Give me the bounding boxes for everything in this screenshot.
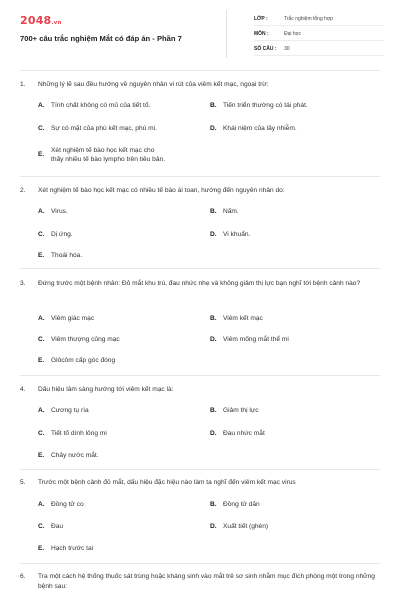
option-text: Cương tụ rìa [51, 407, 89, 414]
question-text: Dấu hiệu lâm sàng hướng tới viêm kết mạc là: [38, 386, 174, 393]
option-text: Dị ứng. [51, 231, 73, 238]
option-text: Xuất tiết (ghèn) [223, 523, 269, 530]
option-text: Xét nghiệm tế bào học kết mạc cho thấy nhiều tế bào lympho trên tiêu bản. [51, 147, 166, 163]
question-separator [20, 268, 380, 269]
option-a[interactable] [38, 102, 203, 111]
option-a[interactable] [38, 501, 203, 510]
question-separator [20, 375, 380, 376]
option-c[interactable] [38, 231, 203, 240]
question-text: Xét nghiệm tế bào học kết mạc có nhiều tế bào ái toan, hướng đến nguyên nhân do: [38, 187, 285, 194]
question-1 [20, 80, 380, 180]
option-letter: D. [210, 231, 217, 238]
option-e[interactable] [38, 452, 203, 461]
option-letter: B. [210, 102, 217, 109]
option-text: Virus. [51, 208, 68, 215]
option-d[interactable] [210, 336, 375, 345]
meta-class-key: LỚP : [254, 16, 268, 22]
option-letter: B. [210, 501, 217, 508]
option-text: Giảm thị lực [223, 407, 259, 414]
question-number: 2. [20, 187, 26, 194]
option-text: Khái niệm của lây nhiễm. [223, 125, 297, 132]
logo-tld-text: .vn [51, 20, 62, 26]
option-a[interactable] [38, 407, 203, 416]
question-number: 4. [20, 386, 26, 393]
option-e[interactable] [38, 545, 203, 554]
option-letter: E. [38, 151, 45, 158]
option-letter: B. [210, 407, 217, 414]
option-letter: A. [38, 407, 45, 414]
option-e[interactable] [38, 147, 166, 164]
meta-subject-key: MÔN : [254, 31, 269, 37]
option-e[interactable] [38, 252, 203, 261]
meta-class-row [254, 13, 384, 26]
meta-subject-value: Đại học [284, 31, 301, 37]
option-c[interactable] [38, 336, 203, 345]
question-text: Trước một bệnh cảnh đỏ mắt, dấu hiệu đặc hiệu nào làm ta nghĩ đến viêm kết mạc virus [38, 479, 296, 486]
option-text: Đồng tử dãn [223, 501, 260, 508]
question-stem [20, 478, 380, 488]
option-letter: E. [38, 452, 45, 459]
option-letter: E. [38, 252, 45, 259]
question-stem [20, 279, 380, 289]
option-text: Sự có mặt của phù kết mạc, phù mi. [51, 125, 157, 132]
option-d[interactable] [210, 125, 375, 134]
header-rule [20, 70, 380, 71]
option-b[interactable] [210, 501, 375, 510]
option-text: Viêm kết mạc [223, 315, 263, 322]
option-d[interactable] [210, 523, 375, 532]
question-text: Đứng trước một bệnh nhân: Đỏ mắt khu trú, đau nhức nhẹ và không giảm thị lực bạn nghĩ tới bệnh cảnh nào? [38, 280, 361, 287]
option-letter: E. [38, 357, 45, 364]
option-e[interactable] [38, 357, 203, 366]
option-text: Đồng tử co [51, 501, 84, 508]
option-a[interactable] [38, 208, 203, 217]
question-5 [20, 478, 380, 558]
option-text: Đau [51, 523, 64, 530]
meta-row-rule [254, 40, 384, 41]
option-text: Tiết tố dính lông mi [51, 430, 107, 437]
site-logo[interactable] [20, 14, 62, 27]
option-text: Đau nhức mắt [223, 430, 265, 437]
question-3 [20, 279, 380, 369]
option-d[interactable] [210, 430, 375, 439]
question-4 [20, 385, 380, 465]
question-number: 6. [20, 573, 26, 580]
question-separator [20, 176, 380, 177]
option-text: Hạch trước tai [51, 545, 94, 552]
question-text: Tra một cách hệ thống thuốc sát trùng hoặc kháng sinh vào mắt trẻ sơ sinh nhằm mục đích phòng một trong những bệnh sau: [38, 573, 375, 590]
question-separator [20, 469, 380, 470]
logo-main-text: 2048 [20, 14, 52, 27]
option-letter: B. [210, 315, 217, 322]
option-letter: E. [38, 545, 45, 552]
question-stem [20, 572, 380, 591]
option-text: Tiến triển thường có tái phát. [223, 102, 308, 109]
meta-count-row [254, 43, 384, 56]
option-a[interactable] [38, 315, 203, 324]
option-letter: A. [38, 208, 45, 215]
option-b[interactable] [210, 208, 375, 217]
question-2 [20, 186, 380, 266]
option-letter: B. [210, 208, 217, 215]
question-text: Những lý lẽ sau đều hướng về nguyên nhân vi rút của viêm kết mạc, ngoại trừ: [38, 81, 269, 88]
question-stem [20, 186, 380, 196]
option-letter: D. [210, 523, 217, 530]
option-text: Viêm thượng củng mạc [51, 336, 120, 343]
header-divider [226, 10, 227, 58]
option-letter: D. [210, 125, 217, 132]
meta-count-value: 30 [284, 46, 290, 52]
option-text: Tính chất không có mủ của tiết tố. [51, 102, 151, 109]
question-number: 5. [20, 479, 26, 486]
question-separator [20, 563, 380, 564]
option-b[interactable] [210, 102, 375, 111]
meta-row-rule [254, 55, 384, 56]
option-d[interactable] [210, 231, 375, 240]
option-b[interactable] [210, 407, 375, 416]
question-6 [20, 572, 380, 598]
option-c[interactable] [38, 430, 203, 439]
option-letter: C. [38, 523, 45, 530]
option-b[interactable] [210, 315, 375, 324]
option-letter: A. [38, 501, 45, 508]
option-letter: C. [38, 336, 45, 343]
meta-class-value: Trắc nghiệm tổng hợp [284, 16, 333, 22]
question-number: 1. [20, 81, 26, 88]
option-letter: D. [210, 430, 217, 437]
option-letter: A. [38, 315, 45, 322]
option-c[interactable] [38, 125, 203, 134]
question-stem [20, 80, 380, 90]
meta-count-key: SỐ CÂU : [254, 46, 277, 52]
option-text: Chảy nước mắt. [51, 452, 99, 459]
question-number: 3. [20, 280, 26, 287]
option-text: Thoái hóa. [51, 252, 83, 259]
option-letter: C. [38, 231, 45, 238]
option-text: Vi khuẩn. [223, 231, 251, 238]
document-title: 700+ câu trắc nghiệm Mắt có đáp án - Phần 7 [20, 34, 182, 43]
meta-row-rule [254, 25, 384, 26]
option-letter: A. [38, 102, 45, 109]
option-text: Nấm. [223, 208, 239, 215]
question-stem [20, 385, 380, 395]
option-text: Viêm giác mạc [51, 315, 95, 322]
option-letter: D. [210, 336, 217, 343]
option-c[interactable] [38, 523, 203, 532]
meta-subject-row [254, 28, 384, 41]
option-letter: C. [38, 125, 45, 132]
option-text: Viêm mống mắt thể mi [223, 336, 289, 343]
option-text: Glôcôm cấp góc đóng [51, 357, 116, 364]
option-letter: C. [38, 430, 45, 437]
document-header [0, 0, 400, 72]
